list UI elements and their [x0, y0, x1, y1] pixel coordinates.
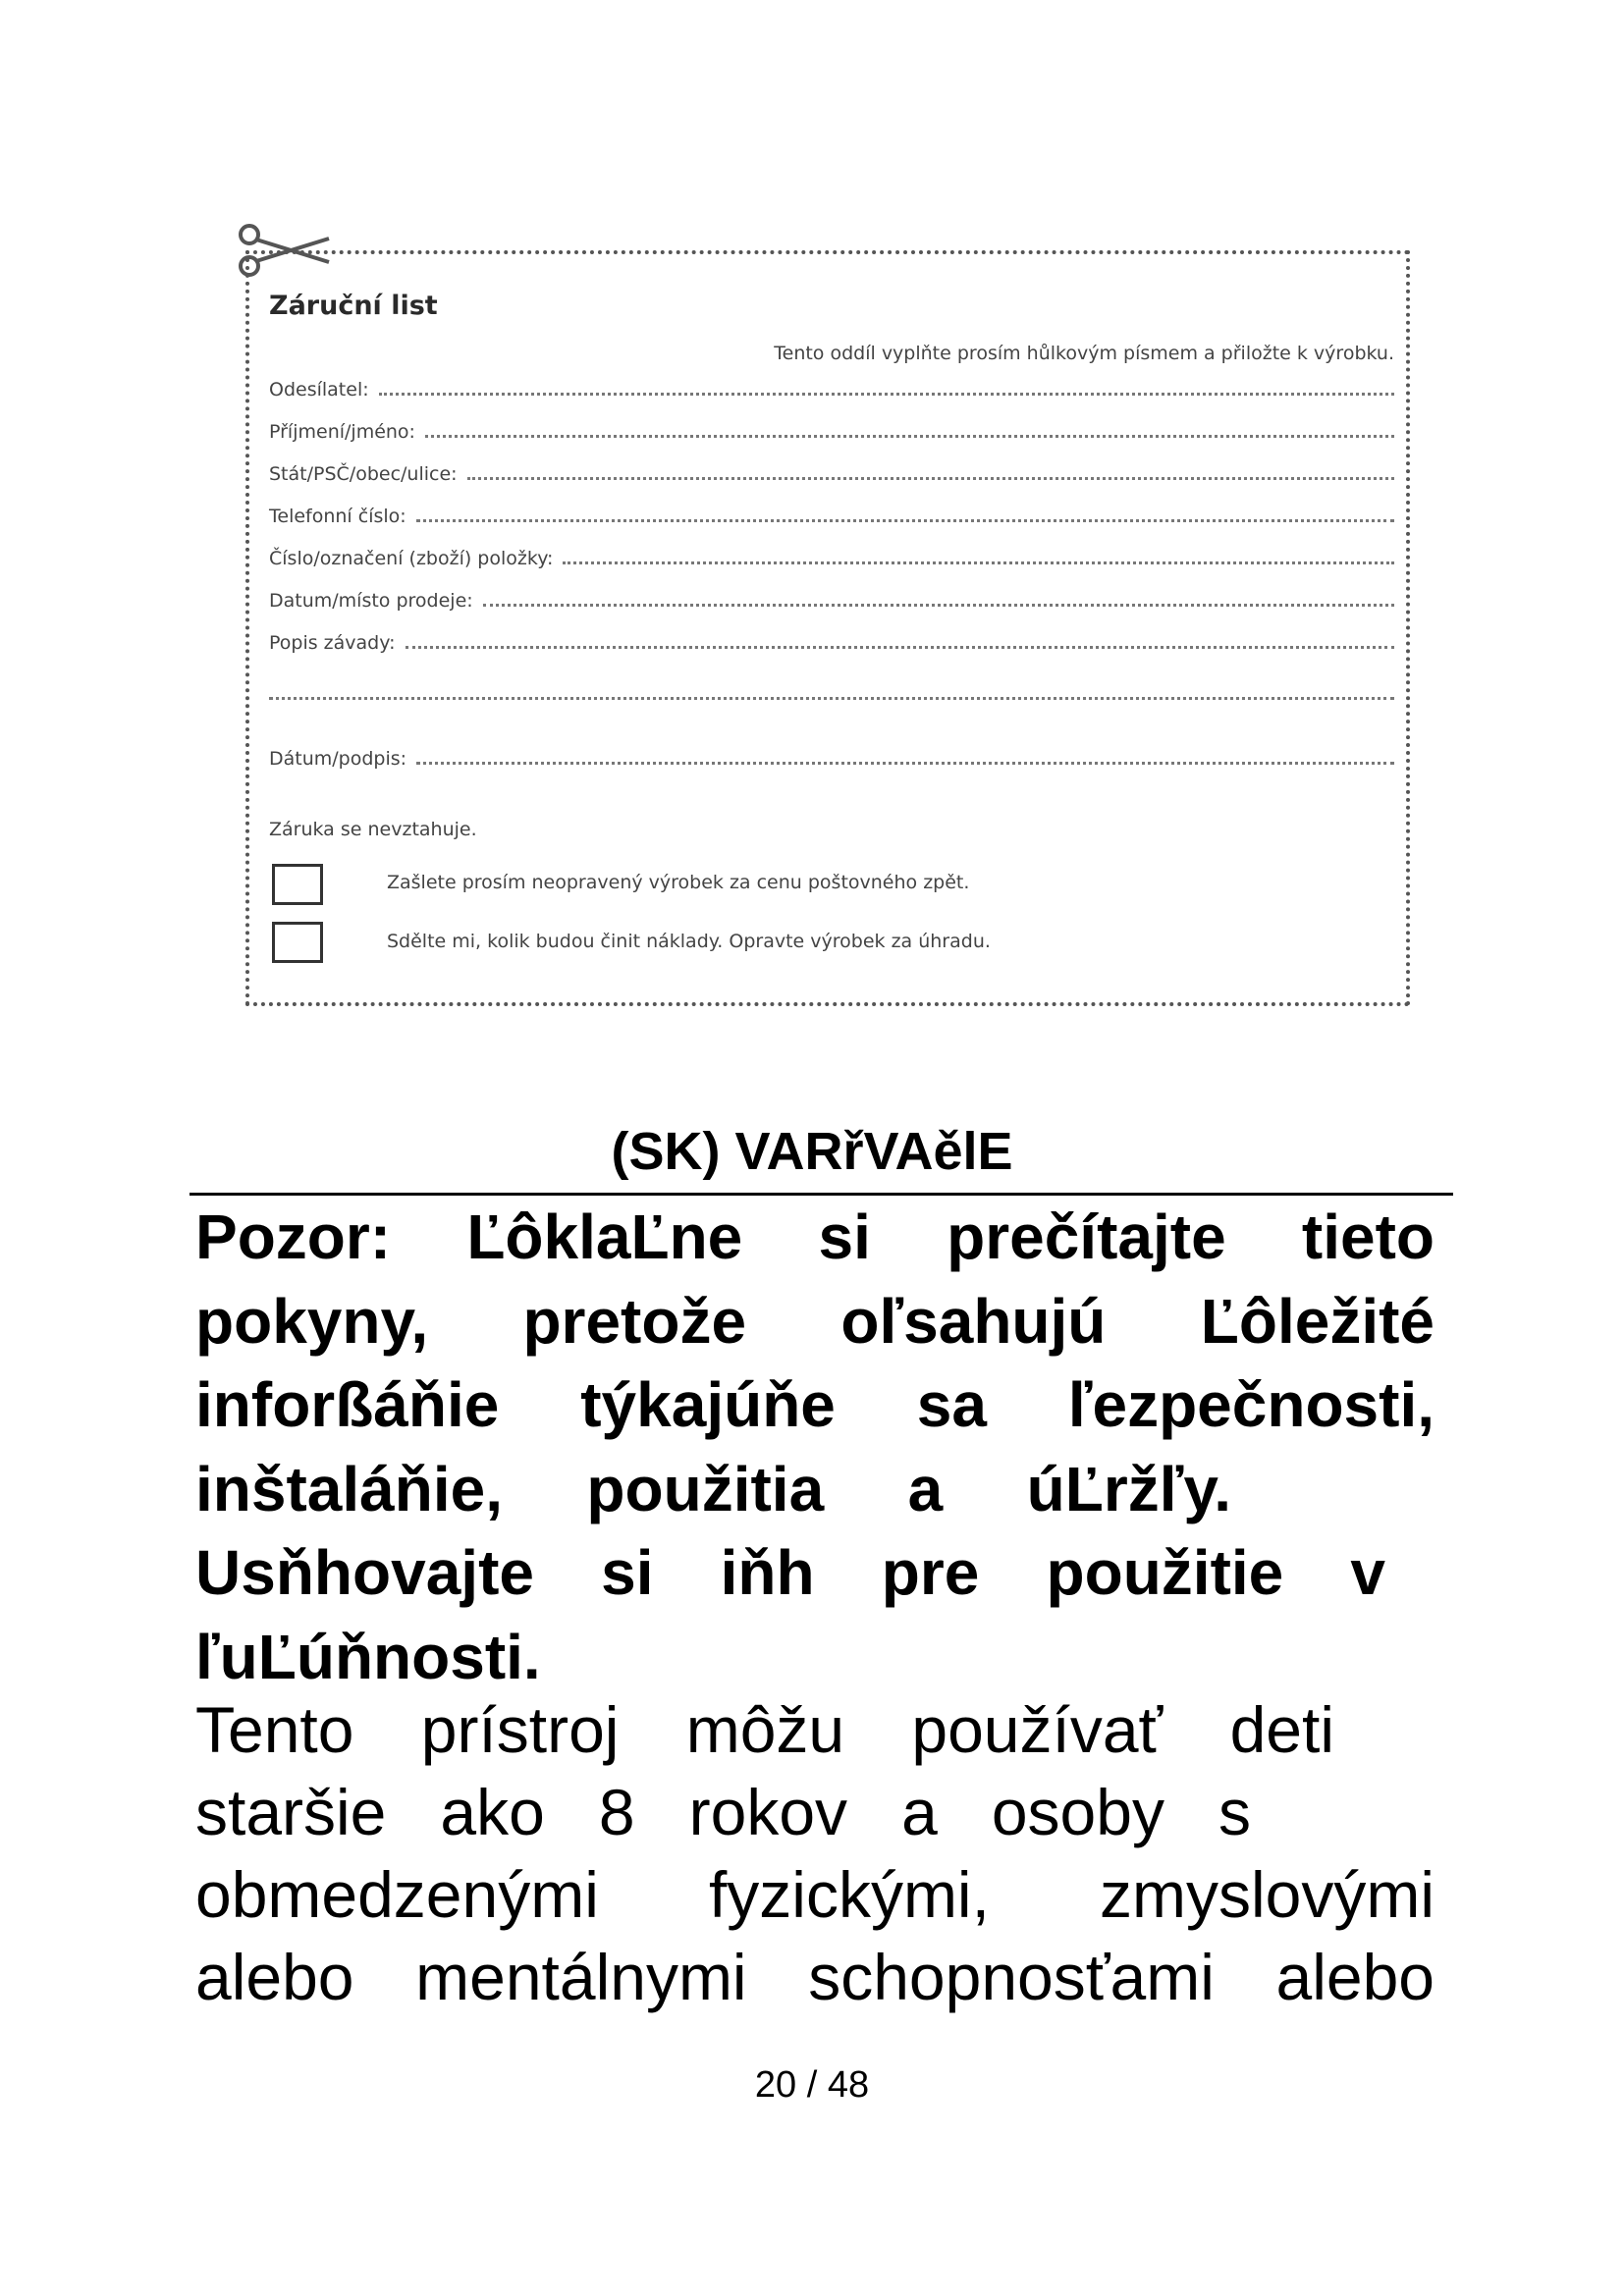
date-signature-field[interactable] [269, 748, 1394, 770]
defect-description-field[interactable] [269, 632, 1394, 654]
field-label: Datum/místo prodeje: [269, 590, 473, 612]
warranty-card-instruction: Tento oddíl vyplňte prosím hůlkovým písmem a přiložte k výrobku. [774, 343, 1394, 364]
page-number: 20 / 48 [754, 2064, 870, 2106]
body-line: obmedzenými fyzickými, zmyslovými [195, 1858, 1435, 1931]
quote-repair-label: Sdělte mi, kolik budou činit náklady. Opravte výrobek za úhradu. [387, 931, 991, 952]
quote-repair-checkbox[interactable] [272, 922, 323, 963]
defect-description-extra-line[interactable] [269, 697, 1394, 700]
body-paragraph [195, 1688, 1435, 2018]
field-label: Číslo/označení (zboží) položky: [269, 548, 554, 569]
field-label: Stát/PSČ/obec/ulice: [269, 463, 458, 485]
address-field[interactable] [269, 463, 1394, 485]
scissors-icon [236, 221, 334, 280]
body-line: staršie ako 8 rokov a osoby s [195, 1776, 1251, 1848]
warning-line: Pozor: ĽôklaĽne si prečítajte tieto [195, 1201, 1435, 1272]
return-unrepaired-checkbox[interactable] [272, 864, 323, 905]
field-label: Popis závady: [269, 632, 396, 654]
body-line: alebo mentálnymi schopnosťami alebo [195, 1941, 1435, 2013]
sender-field[interactable] [269, 379, 1394, 400]
section-heading: (SK) VARřVAělE [611, 1122, 1013, 1181]
warranty-exclusion-note: Záruka se nevztahuje. [269, 819, 477, 840]
warranty-card-title: Záruční list [269, 291, 438, 321]
warning-paragraph [195, 1196, 1435, 1699]
field-label: Dátum/podpis: [269, 748, 407, 770]
warning-line: ľuĽúňnosti. [195, 1621, 541, 1692]
warning-line: inštaláňie, použitia a úĽržľy. [195, 1453, 1231, 1524]
warning-line: Usňhovajte si iňh pre použitie v [195, 1537, 1385, 1608]
name-field[interactable] [269, 421, 1394, 443]
warning-line: pokyny, pretože oľsahujú Ľôležité [195, 1285, 1435, 1357]
field-label: Příjmení/jméno: [269, 421, 415, 443]
return-unrepaired-label: Zašlete prosím neopravený výrobek za cenu poštovného zpět. [387, 872, 970, 893]
warning-line: inforßáňie týkajúňe sa ľezpečnosti, [195, 1369, 1435, 1440]
field-label: Odesílatel: [269, 379, 369, 400]
sale-date-field[interactable] [269, 590, 1394, 612]
item-number-field[interactable] [269, 548, 1394, 569]
phone-field[interactable] [269, 506, 1394, 527]
body-line: Tento prístroj môžu používať deti [195, 1693, 1334, 1766]
field-label: Telefonní číslo: [269, 506, 406, 527]
